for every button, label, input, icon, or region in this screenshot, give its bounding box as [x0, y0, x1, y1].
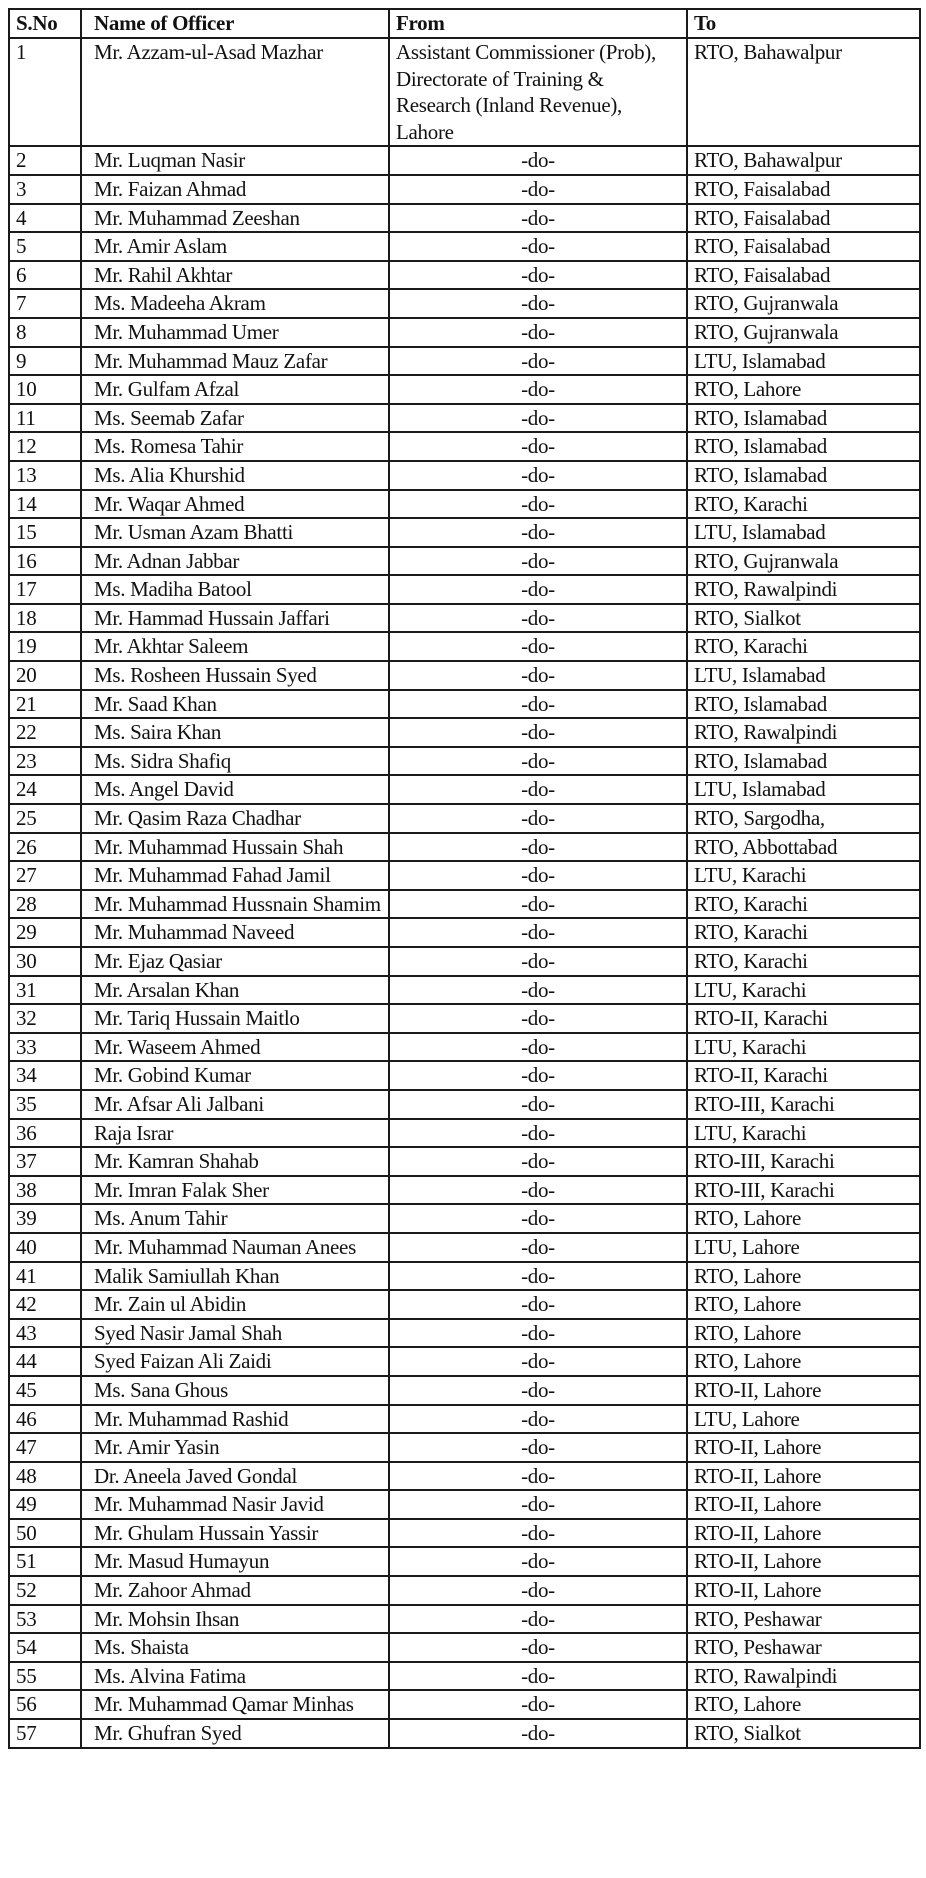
cell-officer-name: Mr. Qasim Raza Chadhar: [81, 804, 389, 833]
cell-to: RTO, Islamabad: [687, 404, 920, 433]
table-row: [9, 1690, 920, 1719]
cell-from: -do-: [389, 318, 687, 347]
cell-sno: 56: [9, 1690, 81, 1719]
cell-to: RTO, Karachi: [687, 632, 920, 661]
table-row: [9, 1376, 920, 1405]
cell-officer-name: Mr. Ejaz Qasiar: [81, 947, 389, 976]
cell-to: RTO, Bahawalpur: [687, 146, 920, 175]
cell-to: RTO, Faisalabad: [687, 204, 920, 233]
cell-sno: 15: [9, 518, 81, 547]
cell-to: RTO, Faisalabad: [687, 175, 920, 204]
table-row: [9, 1547, 920, 1576]
cell-to: RTO, Sargodha,: [687, 804, 920, 833]
table-row: [9, 375, 920, 404]
cell-to: RTO-II, Lahore: [687, 1490, 920, 1519]
cell-sno: 18: [9, 604, 81, 633]
cell-sno: 5: [9, 232, 81, 261]
cell-to: RTO, Lahore: [687, 1347, 920, 1376]
table-row: [9, 918, 920, 947]
cell-officer-name: Ms. Sidra Shafiq: [81, 747, 389, 776]
cell-officer-name: Syed Nasir Jamal Shah: [81, 1319, 389, 1348]
cell-from: -do-: [389, 1719, 687, 1748]
cell-to: LTU, Karachi: [687, 1033, 920, 1062]
cell-sno: 12: [9, 432, 81, 461]
cell-sno: 39: [9, 1204, 81, 1233]
cell-from: -do-: [389, 1662, 687, 1691]
cell-officer-name: Mr. Muhammad Mauz Zafar: [81, 347, 389, 376]
cell-from: -do-: [389, 1061, 687, 1090]
table-row: [9, 976, 920, 1005]
cell-officer-name: Ms. Alia Khurshid: [81, 461, 389, 490]
table-row: [9, 38, 920, 146]
cell-officer-name: Ms. Shaista: [81, 1633, 389, 1662]
cell-to: RTO, Faisalabad: [687, 232, 920, 261]
table-row: [9, 289, 920, 318]
cell-sno: 57: [9, 1719, 81, 1748]
cell-to: RTO, Islamabad: [687, 432, 920, 461]
cell-from: -do-: [389, 1204, 687, 1233]
cell-to: RTO, Islamabad: [687, 747, 920, 776]
table-row: [9, 1662, 920, 1691]
cell-to: RTO, Abbottabad: [687, 833, 920, 862]
table-row: [9, 604, 920, 633]
cell-officer-name: Mr. Gulfam Afzal: [81, 375, 389, 404]
table-row: [9, 347, 920, 376]
officer-transfer-table: [8, 8, 921, 1749]
table-body: [9, 38, 920, 1748]
cell-from: -do-: [389, 1633, 687, 1662]
cell-sno: 17: [9, 575, 81, 604]
cell-sno: 36: [9, 1119, 81, 1148]
table-row: [9, 861, 920, 890]
table-row: [9, 1204, 920, 1233]
cell-officer-name: Mr. Muhammad Fahad Jamil: [81, 861, 389, 890]
cell-from: -do-: [389, 1605, 687, 1634]
cell-sno: 16: [9, 547, 81, 576]
cell-to: RTO, Lahore: [687, 1690, 920, 1719]
table-row: [9, 632, 920, 661]
cell-from: -do-: [389, 1376, 687, 1405]
cell-to: RTO-III, Karachi: [687, 1147, 920, 1176]
header-to: To: [687, 9, 920, 38]
cell-from: -do-: [389, 146, 687, 175]
cell-officer-name: Mr. Saad Khan: [81, 690, 389, 719]
cell-from: -do-: [389, 604, 687, 633]
table-row: [9, 518, 920, 547]
table-row: [9, 1290, 920, 1319]
cell-to: RTO, Rawalpindi: [687, 1662, 920, 1691]
cell-officer-name: Mr. Imran Falak Sher: [81, 1176, 389, 1205]
cell-sno: 21: [9, 690, 81, 719]
cell-from: -do-: [389, 1433, 687, 1462]
cell-sno: 32: [9, 1004, 81, 1033]
table-row: [9, 1176, 920, 1205]
cell-to: RTO, Lahore: [687, 375, 920, 404]
cell-officer-name: Mr. Rahil Akhtar: [81, 261, 389, 290]
cell-to: RTO, Karachi: [687, 890, 920, 919]
cell-sno: 35: [9, 1090, 81, 1119]
cell-from: -do-: [389, 976, 687, 1005]
cell-from: -do-: [389, 1690, 687, 1719]
cell-to: RTO-II, Karachi: [687, 1004, 920, 1033]
cell-sno: 28: [9, 890, 81, 919]
cell-from: -do-: [389, 461, 687, 490]
cell-from: -do-: [389, 690, 687, 719]
cell-to: RTO, Gujranwala: [687, 318, 920, 347]
header-sno: S.No: [9, 9, 81, 38]
cell-sno: 33: [9, 1033, 81, 1062]
cell-from: -do-: [389, 375, 687, 404]
cell-from: -do-: [389, 518, 687, 547]
cell-officer-name: Dr. Aneela Javed Gondal: [81, 1462, 389, 1491]
cell-officer-name: Ms. Madeeha Akram: [81, 289, 389, 318]
cell-officer-name: Mr. Muhammad Umer: [81, 318, 389, 347]
cell-sno: 47: [9, 1433, 81, 1462]
cell-sno: 44: [9, 1347, 81, 1376]
cell-sno: 27: [9, 861, 81, 890]
cell-from: -do-: [389, 1033, 687, 1062]
cell-sno: 25: [9, 804, 81, 833]
cell-to: RTO, Lahore: [687, 1204, 920, 1233]
cell-officer-name: Ms. Angel David: [81, 775, 389, 804]
cell-sno: 29: [9, 918, 81, 947]
table-row: [9, 775, 920, 804]
cell-sno: 45: [9, 1376, 81, 1405]
cell-from: -do-: [389, 833, 687, 862]
cell-officer-name: Mr. Zahoor Ahmad: [81, 1576, 389, 1605]
cell-to: RTO, Rawalpindi: [687, 575, 920, 604]
cell-from: -do-: [389, 432, 687, 461]
cell-from: -do-: [389, 632, 687, 661]
cell-sno: 11: [9, 404, 81, 433]
cell-sno: 1: [9, 38, 81, 146]
cell-to: RTO, Faisalabad: [687, 261, 920, 290]
cell-to: LTU, Karachi: [687, 976, 920, 1005]
table-row: [9, 1033, 920, 1062]
cell-sno: 42: [9, 1290, 81, 1319]
cell-from: -do-: [389, 404, 687, 433]
cell-officer-name: Mr. Muhammad Qamar Minhas: [81, 1690, 389, 1719]
cell-sno: 37: [9, 1147, 81, 1176]
table-row: [9, 1090, 920, 1119]
cell-sno: 14: [9, 490, 81, 519]
cell-officer-name: Malik Samiullah Khan: [81, 1262, 389, 1291]
cell-sno: 24: [9, 775, 81, 804]
table-row: [9, 490, 920, 519]
cell-officer-name: Mr. Mohsin Ihsan: [81, 1605, 389, 1634]
cell-officer-name: Mr. Zain ul Abidin: [81, 1290, 389, 1319]
cell-from: -do-: [389, 1233, 687, 1262]
table-row: [9, 890, 920, 919]
cell-to: LTU, Islamabad: [687, 775, 920, 804]
cell-sno: 40: [9, 1233, 81, 1262]
cell-from: -do-: [389, 804, 687, 833]
table-row: [9, 146, 920, 175]
cell-sno: 23: [9, 747, 81, 776]
cell-officer-name: Mr. Faizan Ahmad: [81, 175, 389, 204]
cell-officer-name: Mr. Waqar Ahmed: [81, 490, 389, 519]
cell-sno: 3: [9, 175, 81, 204]
table-row: [9, 1462, 920, 1491]
table-row: [9, 1061, 920, 1090]
cell-officer-name: Mr. Masud Humayun: [81, 1547, 389, 1576]
cell-officer-name: Mr. Afsar Ali Jalbani: [81, 1090, 389, 1119]
cell-officer-name: Mr. Gobind Kumar: [81, 1061, 389, 1090]
cell-from: -do-: [389, 861, 687, 890]
cell-sno: 13: [9, 461, 81, 490]
cell-from: -do-: [389, 775, 687, 804]
table-row: [9, 432, 920, 461]
cell-sno: 43: [9, 1319, 81, 1348]
cell-from: -do-: [389, 1090, 687, 1119]
table-row: [9, 661, 920, 690]
cell-sno: 53: [9, 1605, 81, 1634]
cell-to: LTU, Lahore: [687, 1233, 920, 1262]
cell-sno: 49: [9, 1490, 81, 1519]
cell-to: RTO-II, Lahore: [687, 1547, 920, 1576]
cell-sno: 48: [9, 1462, 81, 1491]
cell-to: RTO, Islamabad: [687, 690, 920, 719]
cell-from: -do-: [389, 232, 687, 261]
cell-officer-name: Mr. Akhtar Saleem: [81, 632, 389, 661]
table-row: [9, 1147, 920, 1176]
cell-to: RTO-II, Lahore: [687, 1433, 920, 1462]
cell-officer-name: Mr. Usman Azam Bhatti: [81, 518, 389, 547]
table-row: [9, 690, 920, 719]
table-row: [9, 833, 920, 862]
cell-from: -do-: [389, 1462, 687, 1491]
cell-officer-name: Mr. Muhammad Nasir Javid: [81, 1490, 389, 1519]
cell-officer-name: Ms. Saira Khan: [81, 718, 389, 747]
cell-officer-name: Raja Israr: [81, 1119, 389, 1148]
cell-officer-name: Ms. Anum Tahir: [81, 1204, 389, 1233]
cell-from: -do-: [389, 261, 687, 290]
cell-to: RTO, Peshawar: [687, 1605, 920, 1634]
cell-officer-name: Ms. Romesa Tahir: [81, 432, 389, 461]
cell-from: -do-: [389, 661, 687, 690]
cell-sno: 55: [9, 1662, 81, 1691]
cell-to: LTU, Islamabad: [687, 661, 920, 690]
cell-to: LTU, Lahore: [687, 1405, 920, 1434]
cell-to: LTU, Karachi: [687, 861, 920, 890]
cell-from: -do-: [389, 490, 687, 519]
cell-to: RTO-III, Karachi: [687, 1176, 920, 1205]
cell-officer-name: Mr. Muhammad Hussnain Shamim: [81, 890, 389, 919]
table-row: [9, 1233, 920, 1262]
cell-officer-name: Ms. Madiha Batool: [81, 575, 389, 604]
cell-officer-name: Mr. Waseem Ahmed: [81, 1033, 389, 1062]
document-page: [8, 8, 919, 1749]
cell-sno: 50: [9, 1519, 81, 1548]
cell-officer-name: Mr. Muhammad Hussain Shah: [81, 833, 389, 862]
cell-to: RTO, Karachi: [687, 947, 920, 976]
cell-from: -do-: [389, 747, 687, 776]
cell-officer-name: Ms. Rosheen Hussain Syed: [81, 661, 389, 690]
table-row: [9, 1719, 920, 1748]
cell-from: -do-: [389, 204, 687, 233]
cell-to: RTO, Sialkot: [687, 604, 920, 633]
cell-from: -do-: [389, 175, 687, 204]
cell-officer-name: Ms. Alvina Fatima: [81, 1662, 389, 1691]
cell-from: -do-: [389, 890, 687, 919]
table-row: [9, 1605, 920, 1634]
cell-to: RTO, Gujranwala: [687, 289, 920, 318]
table-row: [9, 175, 920, 204]
cell-sno: 19: [9, 632, 81, 661]
cell-to: RTO, Karachi: [687, 918, 920, 947]
cell-to: RTO, Lahore: [687, 1290, 920, 1319]
table-row: [9, 1490, 920, 1519]
cell-sno: 31: [9, 976, 81, 1005]
table-row: [9, 1519, 920, 1548]
table-row: [9, 318, 920, 347]
table-row: [9, 575, 920, 604]
table-row: [9, 1319, 920, 1348]
cell-officer-name: Ms. Seemab Zafar: [81, 404, 389, 433]
cell-to: RTO, Peshawar: [687, 1633, 920, 1662]
cell-sno: 6: [9, 261, 81, 290]
cell-from: -do-: [389, 1004, 687, 1033]
cell-sno: 30: [9, 947, 81, 976]
cell-to: RTO, Sialkot: [687, 1719, 920, 1748]
table-row: [9, 261, 920, 290]
table-row: [9, 547, 920, 576]
cell-sno: 7: [9, 289, 81, 318]
cell-officer-name: Mr. Ghulam Hussain Yassir: [81, 1519, 389, 1548]
cell-sno: 41: [9, 1262, 81, 1291]
cell-from: -do-: [389, 1576, 687, 1605]
cell-from: -do-: [389, 1119, 687, 1148]
cell-to: RTO, Bahawalpur: [687, 38, 920, 146]
cell-from: -do-: [389, 918, 687, 947]
cell-sno: 9: [9, 347, 81, 376]
cell-to: RTO, Gujranwala: [687, 547, 920, 576]
cell-sno: 54: [9, 1633, 81, 1662]
table-row: [9, 747, 920, 776]
table-row: [9, 404, 920, 433]
table-row: [9, 1262, 920, 1291]
table-row: [9, 232, 920, 261]
cell-sno: 34: [9, 1061, 81, 1090]
cell-from: -do-: [389, 718, 687, 747]
cell-sno: 4: [9, 204, 81, 233]
cell-from: -do-: [389, 1262, 687, 1291]
cell-officer-name: Mr. Kamran Shahab: [81, 1147, 389, 1176]
cell-sno: 10: [9, 375, 81, 404]
table-row: [9, 1405, 920, 1434]
cell-officer-name: Mr. Amir Aslam: [81, 232, 389, 261]
cell-sno: 8: [9, 318, 81, 347]
cell-officer-name: Mr. Arsalan Khan: [81, 976, 389, 1005]
table-row: [9, 947, 920, 976]
cell-from: -do-: [389, 1490, 687, 1519]
cell-from: -do-: [389, 547, 687, 576]
cell-officer-name: Mr. Luqman Nasir: [81, 146, 389, 175]
cell-to: RTO, Rawalpindi: [687, 718, 920, 747]
cell-sno: 22: [9, 718, 81, 747]
cell-to: RTO-II, Lahore: [687, 1576, 920, 1605]
cell-from: -do-: [389, 575, 687, 604]
cell-officer-name: Mr. Adnan Jabbar: [81, 547, 389, 576]
table-row: [9, 1433, 920, 1462]
cell-from: Assistant Commissioner (Prob), Directorate of Training & Research (Inland Revenue), Lahore: [389, 38, 687, 146]
cell-from: -do-: [389, 1147, 687, 1176]
header-from: From: [389, 9, 687, 38]
cell-to: RTO-II, Lahore: [687, 1519, 920, 1548]
table-row: [9, 1347, 920, 1376]
cell-from: -do-: [389, 1347, 687, 1376]
cell-sno: 2: [9, 146, 81, 175]
cell-to: RTO-II, Lahore: [687, 1462, 920, 1491]
header-name: Name of Officer: [81, 9, 389, 38]
cell-officer-name: Mr. Muhammad Rashid: [81, 1405, 389, 1434]
cell-sno: 26: [9, 833, 81, 862]
table-row: [9, 718, 920, 747]
table-row: [9, 1004, 920, 1033]
cell-officer-name: Mr. Azzam-ul-Asad Mazhar: [81, 38, 389, 146]
cell-from: -do-: [389, 1547, 687, 1576]
cell-to: RTO-II, Lahore: [687, 1376, 920, 1405]
cell-officer-name: Mr. Muhammad Nauman Anees: [81, 1233, 389, 1262]
cell-from: -do-: [389, 1519, 687, 1548]
cell-officer-name: Mr. Muhammad Zeeshan: [81, 204, 389, 233]
cell-to: LTU, Islamabad: [687, 347, 920, 376]
cell-sno: 46: [9, 1405, 81, 1434]
cell-officer-name: Syed Faizan Ali Zaidi: [81, 1347, 389, 1376]
cell-officer-name: Mr. Muhammad Naveed: [81, 918, 389, 947]
cell-to: LTU, Islamabad: [687, 518, 920, 547]
cell-officer-name: Mr. Tariq Hussain Maitlo: [81, 1004, 389, 1033]
cell-sno: 52: [9, 1576, 81, 1605]
cell-to: RTO-II, Karachi: [687, 1061, 920, 1090]
cell-sno: 20: [9, 661, 81, 690]
cell-sno: 51: [9, 1547, 81, 1576]
cell-sno: 38: [9, 1176, 81, 1205]
table-row: [9, 804, 920, 833]
cell-from: -do-: [389, 1290, 687, 1319]
cell-to: RTO-III, Karachi: [687, 1090, 920, 1119]
cell-from: -do-: [389, 347, 687, 376]
cell-to: RTO, Islamabad: [687, 461, 920, 490]
table-row: [9, 1633, 920, 1662]
cell-from: -do-: [389, 1319, 687, 1348]
cell-to: RTO, Lahore: [687, 1319, 920, 1348]
cell-from: -do-: [389, 947, 687, 976]
cell-to: RTO, Lahore: [687, 1262, 920, 1291]
cell-officer-name: Ms. Sana Ghous: [81, 1376, 389, 1405]
table-header-row: [9, 9, 920, 38]
table-row: [9, 461, 920, 490]
table-row: [9, 1576, 920, 1605]
cell-from: -do-: [389, 1176, 687, 1205]
cell-to: LTU, Karachi: [687, 1119, 920, 1148]
cell-from: -do-: [389, 1405, 687, 1434]
cell-officer-name: Mr. Ghufran Syed: [81, 1719, 389, 1748]
cell-officer-name: Mr. Hammad Hussain Jaffari: [81, 604, 389, 633]
table-row: [9, 1119, 920, 1148]
cell-to: RTO, Karachi: [687, 490, 920, 519]
table-row: [9, 204, 920, 233]
cell-from: -do-: [389, 289, 687, 318]
cell-officer-name: Mr. Amir Yasin: [81, 1433, 389, 1462]
